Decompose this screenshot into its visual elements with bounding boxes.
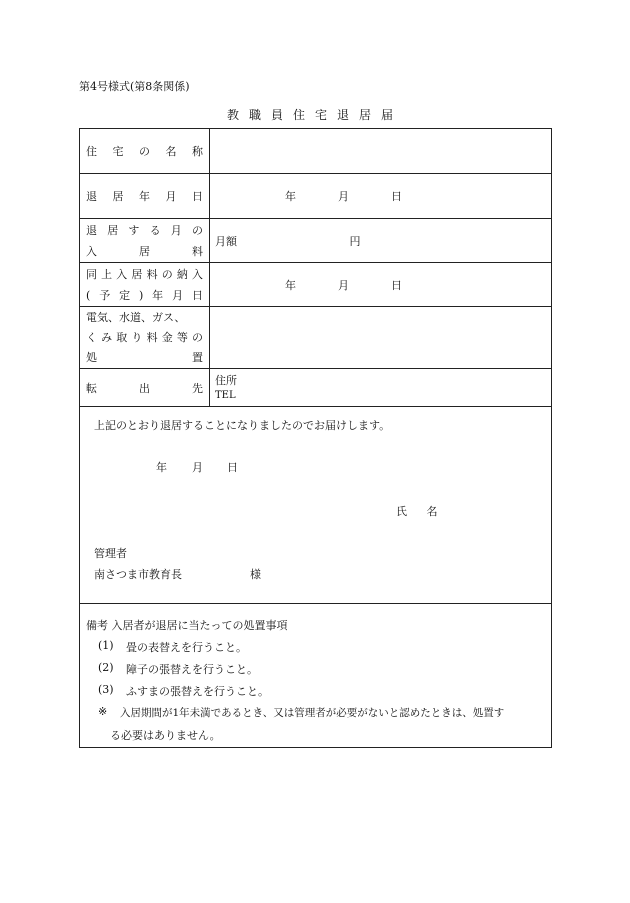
utilities-field[interactable]	[210, 307, 552, 369]
remarks-item3-number: (3)	[98, 683, 114, 696]
remarks-item1: 畳の表替えを行うこと。	[126, 641, 247, 654]
address-label: 住所	[215, 374, 237, 387]
form-title: 教職員住宅退居届	[226, 108, 403, 122]
notice-cell	[80, 407, 552, 604]
notice-month-unit: 月	[192, 461, 203, 474]
housing-name-field[interactable]	[210, 129, 552, 174]
row-utilities	[80, 307, 552, 369]
row-housing-name	[80, 129, 552, 174]
remarks-item2-number: (2)	[98, 661, 114, 674]
remarks-item3: ふすまの張替えを行うこと。	[126, 685, 269, 698]
remarks-item1-number: (1)	[98, 639, 114, 652]
remarks-note-mark: ※	[98, 705, 108, 718]
notice-day-unit: 日	[227, 461, 238, 474]
month-unit: 月	[338, 190, 349, 203]
notice-statement: 上記のとおり退居することになりましたのでお届けします。	[94, 419, 391, 432]
housing-name-label: 住宅の名称	[80, 129, 210, 174]
remarks-item2: 障子の張替えを行うこと。	[126, 663, 258, 676]
utilities-label: 電気、水道、ガス、 くみ取り料金等の 処置	[80, 307, 210, 369]
payment-date-field[interactable]	[210, 263, 552, 307]
rent-unit: 円	[349, 234, 361, 248]
forwarding-label: 転出先	[80, 369, 210, 407]
move-out-date-label: 退居年月日	[80, 174, 210, 219]
name-label: 氏 名	[396, 505, 446, 518]
row-payment-date	[80, 263, 552, 307]
row-notice	[80, 407, 552, 604]
day-unit: 日	[391, 190, 402, 203]
honorific: 様	[250, 568, 261, 581]
forwarding-field[interactable]	[210, 369, 552, 407]
remarks-heading: 備考 入居者が退居に当たっての処置事項	[86, 619, 288, 632]
month-unit: 月	[338, 278, 349, 292]
year-unit: 年	[285, 190, 296, 203]
rent-label: 退居する月の 入居料	[80, 219, 210, 263]
year-unit: 年	[285, 278, 296, 292]
notice-year-unit: 年	[156, 461, 167, 474]
remarks-note-line1: 入居期間が1年未満であるとき、又は管理者が必要がないと認めたときは、処置す	[120, 707, 505, 719]
manager-label: 管理者	[94, 547, 127, 560]
day-unit: 日	[391, 278, 402, 292]
remarks-cell	[80, 604, 552, 748]
form-number: 第4号様式(第8条関係)	[79, 80, 190, 93]
rent-prefix: 月額	[215, 234, 237, 248]
row-rent	[80, 219, 552, 263]
remarks-note-line2: る必要はありません。	[110, 729, 221, 742]
rent-field[interactable]	[210, 219, 552, 263]
payment-date-label: 同上入居料の納入 (予定)年月日	[80, 263, 210, 307]
row-forwarding	[80, 369, 552, 407]
move-out-form-table	[79, 128, 552, 748]
row-remarks	[80, 604, 552, 748]
move-out-date-field[interactable]	[210, 174, 552, 219]
tel-label: TEL	[215, 390, 236, 401]
addressee: 南さつま市教育長	[94, 568, 182, 581]
row-move-out-date	[80, 174, 552, 219]
